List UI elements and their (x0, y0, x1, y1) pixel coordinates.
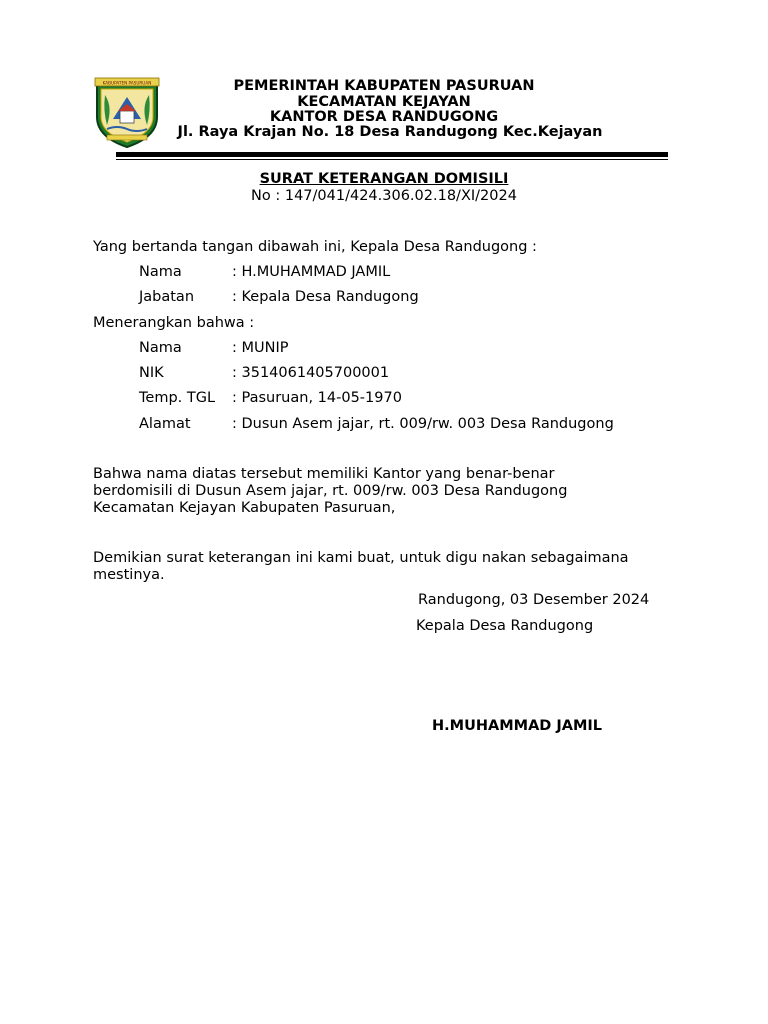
header-address: Jl. Raya Krajan No. 18 Desa Randugong Kec.Kejayan (177, 124, 603, 140)
signature-name: H.MUHAMMAD JAMIL (432, 718, 603, 734)
subject-birth-value: : Pasuruan, 14-05-1970 (232, 390, 402, 406)
header-government: PEMERINTAH KABUPATEN PASURUAN (233, 78, 535, 94)
subject-name-value: : MUNIP (232, 340, 289, 356)
subject-birth-label: Temp. TGL (139, 390, 216, 406)
subject-name-label: Nama (139, 340, 182, 356)
svg-text:KABUPATEN PASURUAN: KABUPATEN PASURUAN (102, 80, 152, 86)
declaration-text: Menerangkan bahwa : (93, 315, 255, 331)
subject-nik-label: NIK (139, 365, 164, 381)
statement-line-2: berdomisili di Dusun Asem jajar, rt. 009/rw. 003 Desa Randugong (93, 483, 568, 499)
subject-address-label: Alamat (139, 416, 191, 432)
statement-line-1: Bahwa nama diatas tersebut memiliki Kantor yang benar-benar (93, 466, 555, 482)
header-divider-thick (116, 152, 668, 157)
signature-place-date: Randugong, 03 Desember 2024 (418, 592, 650, 608)
signature-position: Kepala Desa Randugong (416, 618, 594, 634)
subject-address-value: : Dusun Asem jajar, rt. 009/rw. 003 Desa Randugong (232, 416, 614, 432)
header-district: KECAMATAN KEJAYAN (297, 94, 471, 110)
signer-position-value: : Kepala Desa Randugong (232, 289, 419, 305)
statement-line-3: Kecamatan Kejayan Kabupaten Pasuruan, (93, 500, 396, 516)
signer-name-label: Nama (139, 264, 182, 280)
intro-text: Yang bertanda tangan dibawah ini, Kepala Desa Randugong : (93, 239, 537, 255)
subject-nik-value: : 3514061405700001 (232, 365, 390, 381)
closing-line-2: mestinya. (93, 567, 165, 583)
letter-title: SURAT KETERANGAN DOMISILI (259, 171, 509, 187)
signer-position-label: Jabatan (139, 289, 195, 305)
header-divider-thin (116, 159, 668, 160)
signer-name-value: : H.MUHAMMAD JAMIL (232, 264, 391, 280)
header-office: KANTOR DESA RANDUGONG (269, 109, 499, 125)
closing-line-1: Demikian surat keterangan ini kami buat, untuk digu nakan sebagaimana (93, 550, 629, 566)
letter-number: No : 147/041/424.306.02.18/XI/2024 (251, 188, 517, 204)
